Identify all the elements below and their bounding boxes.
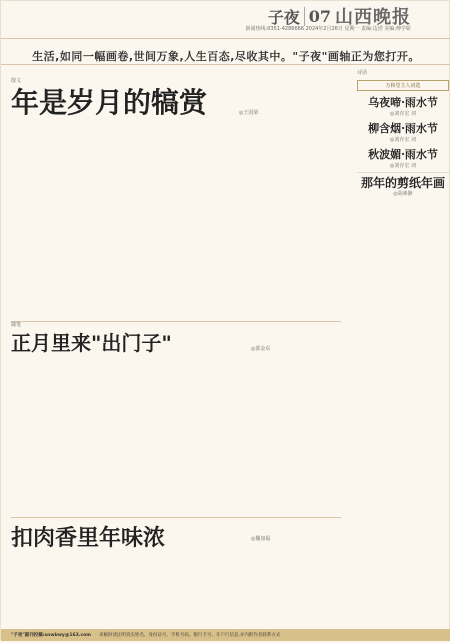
footer-email: "子夜"副刊投稿:snwbwy@163.com xyxy=(11,633,91,638)
poem-1-title: 乌夜啼·雨水节 xyxy=(368,96,438,109)
page-number: 07 xyxy=(304,7,331,26)
story-1 xyxy=(11,87,341,311)
section-name: 子夜 xyxy=(267,7,300,27)
right-story xyxy=(357,176,449,197)
section-label-prose: 散文 xyxy=(11,78,22,84)
story-2-headline: 正月里来"出门子" xyxy=(11,331,172,355)
story-1-byline: ◎王国梁 xyxy=(239,110,259,116)
poem-1-author: ◎刘存宏 词 xyxy=(390,111,416,117)
story-3-headline: 扣肉香里年味浓 xyxy=(11,525,166,551)
footer-note: 来稿时请注明真实姓名、身份证号、手机号码、银行卡号、开户行信息,并内附作者联系方式 xyxy=(98,633,281,638)
right-story-byline: ◎胡素静 xyxy=(393,191,413,197)
masthead-meta: 新闻热线:0351-4286666 2024年2月26日 星期一 责编:边滢 美编:傅学娇 xyxy=(245,26,411,32)
story-2-body xyxy=(11,365,341,510)
story-1-headline: 年是岁月的犒赏 xyxy=(11,86,208,119)
poem-3-author: ◎刘存宏 词 xyxy=(390,163,416,169)
section-label-essay: 随笔 xyxy=(11,322,22,328)
story-1-body xyxy=(11,131,341,301)
section-label-poetry: 诗话 xyxy=(357,70,368,76)
right-divider xyxy=(357,172,449,173)
masthead xyxy=(1,1,450,35)
poem-2-author: ◎刘存宏 词 xyxy=(390,137,416,143)
poem-2 xyxy=(357,120,449,143)
top-divider xyxy=(1,38,450,39)
story-3-byline: ◎魏加福 xyxy=(251,536,271,542)
story-2-byline: ◎郭金东 xyxy=(251,346,271,352)
page-slogan: 生活,如同一幅画卷,世间万象,人生百态,尽收其中。"子夜"画轴正为您打开。 xyxy=(32,50,420,63)
slogan-divider xyxy=(1,64,450,65)
paper-name: 山西晚报 xyxy=(335,7,411,28)
poem-2-title: 柳含烟·雨水节 xyxy=(368,122,438,135)
poem-3-title: 秋波媚·雨水节 xyxy=(368,148,438,161)
poem-3 xyxy=(357,146,449,169)
left-column xyxy=(1,69,346,629)
footer-bar xyxy=(1,629,450,641)
right-story-headline: 那年的剪纸年画 xyxy=(360,176,445,190)
poem-1 xyxy=(357,94,449,117)
story-2 xyxy=(11,331,341,521)
right-column xyxy=(357,69,449,629)
story-divider-2 xyxy=(11,517,341,518)
poetry-collection-label: 万和堂主人词选 xyxy=(357,80,449,91)
story-3 xyxy=(11,525,341,625)
story-divider-1 xyxy=(11,321,341,322)
